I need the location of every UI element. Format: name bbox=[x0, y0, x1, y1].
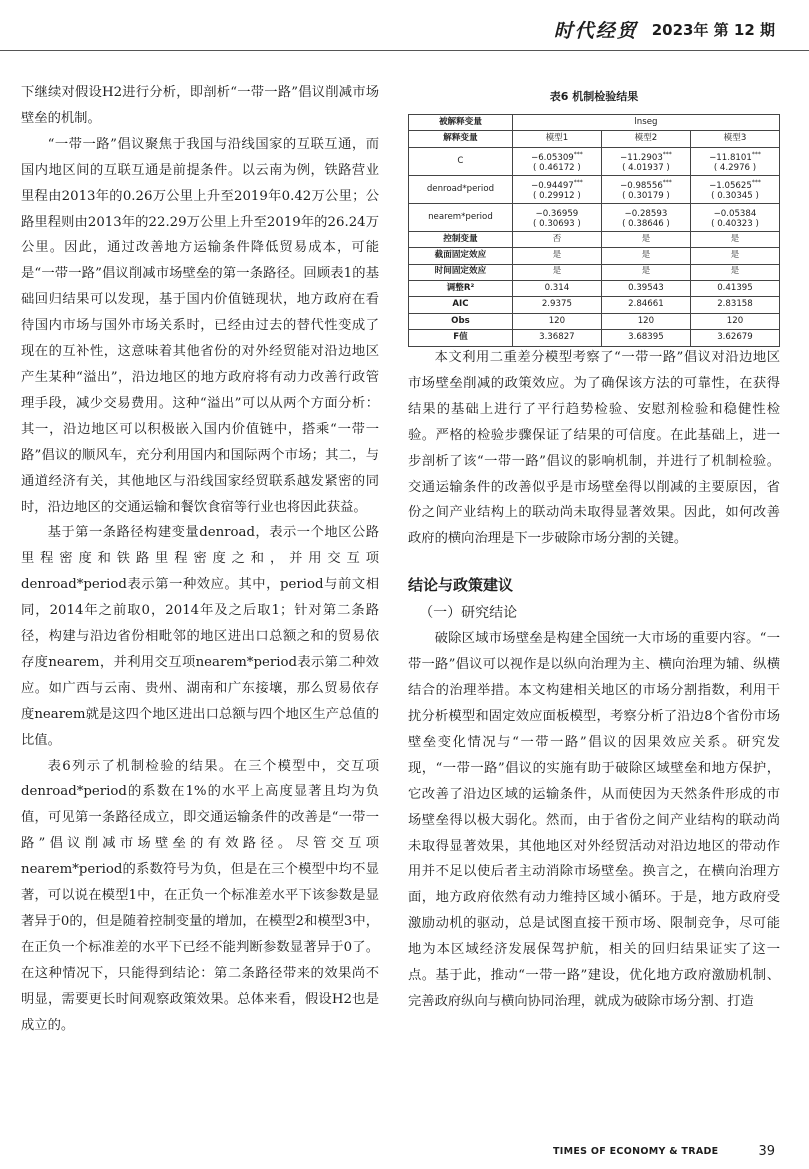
paragraph: 破除区域市场壁垒是构建全国统一大市场的重要内容。“一带一路”倡议可以视作是以纵向治理为主、横向治理为辅、纵横结合的治理举措。本文构建相关地区的市场分割指数，利用干扰分析模型和固定效应面板模型，考察分析了沿边8个省份市场壁垒变化情况与“一带一路”倡议的因果效应关系。研究发现，“一带一路”倡议的实施有助于破除区域壁垒和地方保护，它改善了沿边区域的运输条件，从而使因为天然条件形成的市场壁垒得以极大弱化。然而，由于省份之间产业结构的联动尚未取得显著效果，其他地区对外经贸活动对沿边地区的带动作用并不足以使后者主动消除市场壁垒。换言之，在横向治理方面，地方政府依然有动力维持区域小循环。于是，地方政府受激励动机的驱动，总是试图直接干预市场、限制竞争，尽可能地为本区域经济发展保驾护航，相关的回归结果证实了这一点。基于此，推动“一带一路”建设，优化地方政府激励机制、完善政府纵向与横向协同治理，就成为破除市场分割、打造 bbox=[408, 631, 780, 1009]
right-column-text bbox=[408, 345, 780, 1015]
paragraph: 本文利用二重差分模型考察了“一带一路”倡议对沿边地区市场壁垒削减的政策效应。为了确保该方法的可靠性，在获得结果的基础上进行了平行趋势检验、安慰剂检验和稳健性检验。严格的检验步骤保证了结果的可信度。在此基础上，进一步剖析了该“一带一路”倡议的影响机制，并进行了机制检验。交通运输条件的改善似乎是市场壁垒得以削减的主要原因，省份之间产业结构上的联动尚未取得显著效果。因此，如何改善政府的横向治理是下一步破除市场分割的关键。 bbox=[408, 350, 780, 547]
table-cell: 120 bbox=[512, 313, 601, 329]
coef-cell bbox=[690, 175, 779, 203]
row-label: 调整R² bbox=[409, 280, 513, 296]
table-cell: 2.84661 bbox=[601, 297, 690, 313]
table-cell: 2.83158 bbox=[690, 297, 779, 313]
significance-stars: *** bbox=[751, 150, 761, 158]
table-cell: 0.314 bbox=[512, 280, 601, 296]
footer-journal: TIMES OF ECONOMY & TRADE bbox=[552, 1146, 719, 1157]
table-cell: 3.68395 bbox=[601, 330, 690, 346]
std-error: ( 4.01937 ) bbox=[622, 162, 670, 173]
table-row bbox=[409, 297, 780, 313]
significance-stars: *** bbox=[751, 178, 761, 186]
table-cell: 3.62679 bbox=[690, 330, 779, 346]
table-cell: 0.39543 bbox=[601, 280, 690, 296]
dep-label: 被解释变量 bbox=[409, 115, 513, 131]
coef-value: −6.05309 bbox=[531, 152, 574, 163]
coef-cell bbox=[512, 203, 601, 231]
significance-stars: *** bbox=[662, 150, 672, 158]
row-label: Obs bbox=[409, 313, 513, 329]
table-row bbox=[409, 280, 780, 296]
table-row bbox=[409, 313, 780, 329]
coef-cell bbox=[601, 175, 690, 203]
significance-stars: *** bbox=[573, 150, 583, 158]
std-error: ( 0.30693 ) bbox=[533, 218, 581, 229]
table-cell: 3.36827 bbox=[512, 330, 601, 346]
significance-stars: *** bbox=[573, 178, 583, 186]
std-error: ( 0.30345 ) bbox=[711, 190, 759, 201]
table-cell: 是 bbox=[601, 231, 690, 247]
model-header: 模型3 bbox=[690, 131, 779, 147]
coef-value: −0.98556 bbox=[620, 180, 663, 191]
table-row bbox=[409, 231, 780, 247]
table-row bbox=[409, 330, 780, 346]
coef-value: −1.05625 bbox=[709, 180, 752, 191]
journal-brand: 时代经贸 bbox=[553, 19, 638, 42]
mechanism-test-table bbox=[408, 114, 780, 347]
model-header: 模型2 bbox=[601, 131, 690, 147]
table-cell: 2.9375 bbox=[512, 297, 601, 313]
left-column bbox=[21, 80, 379, 1039]
table-row bbox=[409, 248, 780, 264]
row-label: 时间固定效应 bbox=[409, 264, 513, 280]
table-cell: 120 bbox=[601, 313, 690, 329]
variable-name: nearem*period bbox=[409, 203, 513, 231]
paragraph: 基于第一条路径构建变量denroad，表示一个地区公路里程密度和铁路里程密度之和，并用交互项denroad*period表示第一种效应。其中，period与前文相同，2014年之前取0，2014年及之后取1；针对第二条路径，构建与沿边省份相毗邻的地区进出口总额之和的贸易依存度nearem，并利用交互项nearem*period表示第二种效应。如广西与云南、贵州、湖南和广东接壤，那么贸易依存度nearem就是这四个地区进出口总额与四个地区生产总值的比值。 bbox=[21, 525, 379, 748]
table-cell: 是 bbox=[512, 264, 601, 280]
std-error: ( 0.29912 ) bbox=[533, 190, 581, 201]
paragraph: “一带一路”倡议聚焦于我国与沿线国家的互联互通，而国内地区间的互联互通是前提条件。以云南为例，铁路营业里程由2013年的0.26万公里上升至2019年0.42万公里；公路里程则由2013年的22.29万公里上升至2019年的26.24万公里。因此，通过改善地方运输条件降低贸易成本，可能是“一带一路”倡议削减市场壁垒的第一条路径。回顾表1的基础回归结果可以发现，基于国内价值链现状，地方政府在看待国内市场与国外市场关系时，已经由过去的替代性变成了现在的互补性，这意味着其他省份的对外经贸能对沿边地区产生某种“溢出”，沿边地区的地方政府将有动力改善行政管理手段，减少交易费用。这种“溢出”可以从两个方面分析：其一，沿边地区可以积极嵌入国内价值链中，搭乘“一带一路”倡议的顺风车，充分利用国内和国际两个市场；其二，与通道经济有关，其他地区与沿线国家经贸联系越发紧密的同时，沿边地区的交通运输和餐饮食宿等行业也将因此获益。 bbox=[21, 136, 379, 515]
table-cell: 是 bbox=[690, 264, 779, 280]
paragraph: 下继续对假设H2进行分析，即剖析“一带一路”倡议削减市场壁垒的机制。 bbox=[21, 85, 379, 126]
page-header bbox=[554, 14, 775, 44]
std-error: ( 0.46172 ) bbox=[533, 162, 581, 173]
coef-value: −0.05384 bbox=[713, 208, 757, 219]
table-title: 表6 机制检验结果 bbox=[549, 90, 639, 103]
page-number: 39 bbox=[758, 1144, 775, 1159]
coef-value: −11.2903 bbox=[620, 152, 663, 163]
row-label: 控制变量 bbox=[409, 231, 513, 247]
table-row bbox=[409, 203, 780, 231]
subsection-title: （一）研究结论 bbox=[419, 605, 518, 622]
table-cell: 0.41395 bbox=[690, 280, 779, 296]
coef-cell bbox=[690, 147, 779, 175]
table-row bbox=[409, 264, 780, 280]
paragraph: 表6列示了机制检验的结果。在三个模型中，交互项denroad*period的系数在1%的水平上高度显著且均为负值，可见第一条路径成立，即交通运输条件的改善是“一带一路”倡议削减市场壁垒的有效路径。尽管交互项nearem*period的系数符号为负，但是在三个模型中均不显著，可以说在模型1中，在正负一个标准差水平下该参数是显著异于0的，但是随着控制变量的增加，在模型2和模型3中，在正负一个标准差的水平下已经不能判断参数显著异于0了。在这种情况下，只能得到结论：第二条路径带来的效果尚不明显，需要更长时间观察政策效果。总体来看，假设H2也是成立的。 bbox=[21, 758, 379, 1033]
row-label: AIC bbox=[409, 297, 513, 313]
coef-cell bbox=[512, 147, 601, 175]
dep-value: lnseg bbox=[512, 115, 779, 131]
coef-cell bbox=[601, 147, 690, 175]
coef-value: −11.8101 bbox=[709, 152, 752, 163]
table-cell: 120 bbox=[690, 313, 779, 329]
std-error: ( 0.40323 ) bbox=[711, 218, 759, 229]
table-cell: 是 bbox=[512, 248, 601, 264]
table-row bbox=[409, 147, 780, 175]
section-title: 结论与政策建议 bbox=[408, 576, 514, 595]
std-error: ( 0.38646 ) bbox=[622, 218, 670, 229]
std-error: ( 4.2976 ) bbox=[713, 162, 757, 173]
model-header: 模型1 bbox=[512, 131, 601, 147]
row-label: F值 bbox=[409, 330, 513, 346]
explain-label: 解释变量 bbox=[409, 131, 513, 147]
coef-value: −0.94497 bbox=[531, 180, 574, 191]
coef-cell bbox=[512, 175, 601, 203]
significance-stars: *** bbox=[662, 178, 672, 186]
std-error: ( 0.30179 ) bbox=[622, 190, 670, 201]
table-block bbox=[408, 80, 780, 347]
table-row bbox=[409, 115, 780, 131]
table-cell: 是 bbox=[601, 264, 690, 280]
coef-cell bbox=[690, 203, 779, 231]
table-row bbox=[409, 175, 780, 203]
table-cell: 是 bbox=[690, 231, 779, 247]
issue-label: 2023年 第 12 期 bbox=[651, 20, 775, 39]
page-footer bbox=[553, 1144, 775, 1159]
coef-value: −0.36959 bbox=[535, 208, 579, 219]
coef-cell bbox=[601, 203, 690, 231]
coef-value: −0.28593 bbox=[624, 208, 668, 219]
table-cell: 是 bbox=[601, 248, 690, 264]
table-cell: 是 bbox=[690, 248, 779, 264]
header-rule bbox=[0, 50, 809, 51]
variable-name: denroad*period bbox=[409, 175, 513, 203]
variable-name: C bbox=[409, 147, 513, 175]
row-label: 截面固定效应 bbox=[409, 248, 513, 264]
table-row bbox=[409, 131, 780, 147]
table-cell: 否 bbox=[512, 231, 601, 247]
